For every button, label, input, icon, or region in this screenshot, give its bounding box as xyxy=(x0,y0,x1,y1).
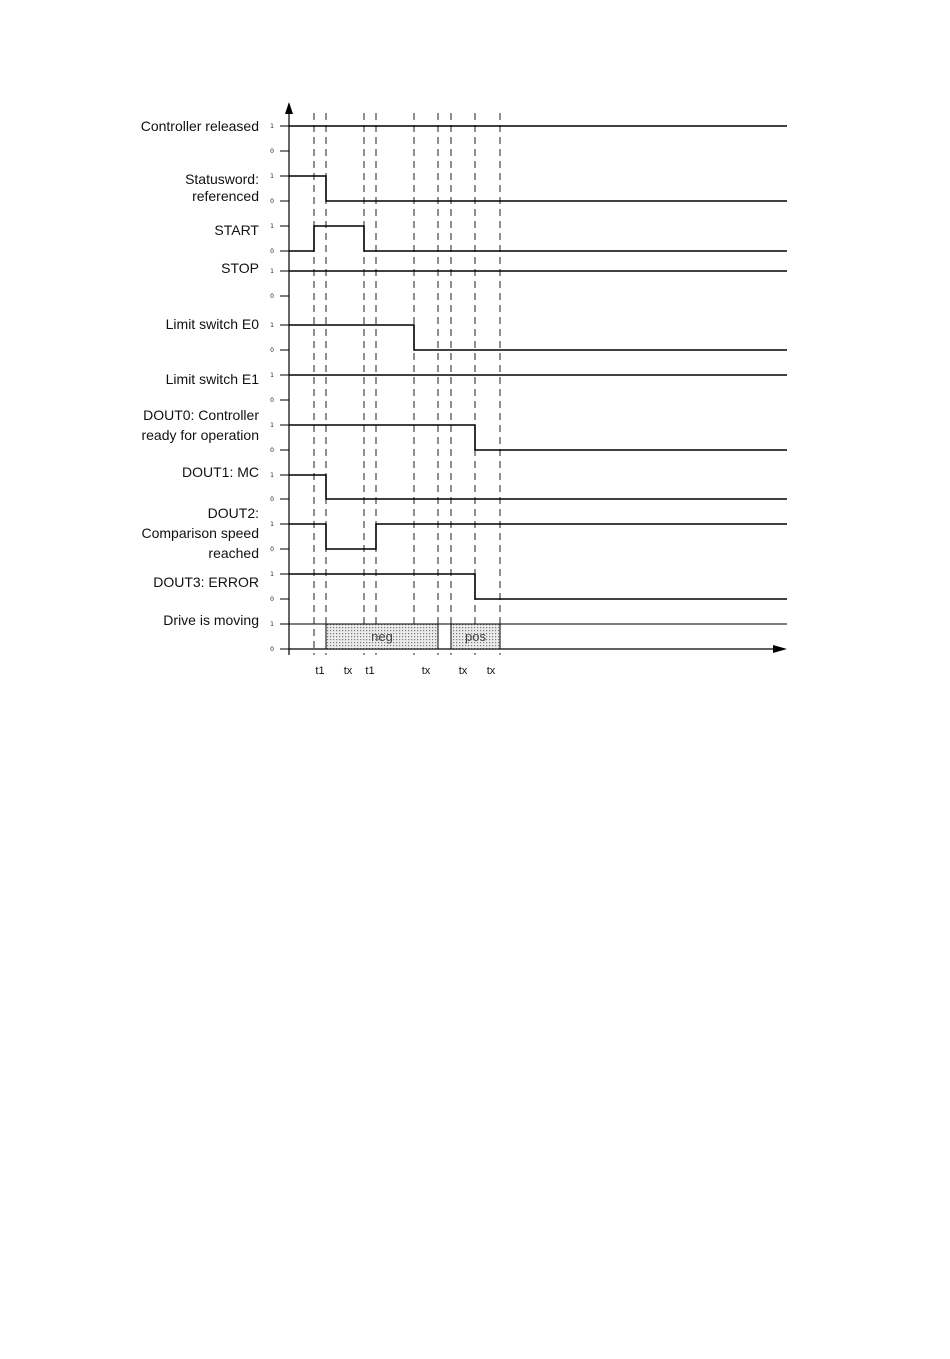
signal-start xyxy=(214,222,787,255)
signal-label: Statusword: xyxy=(185,171,259,187)
level-label: 1 xyxy=(270,422,274,429)
signal-label: DOUT1: MC xyxy=(182,464,259,480)
signal-traces xyxy=(141,118,787,653)
signal-label: DOUT3: ERROR xyxy=(153,574,259,590)
level-label: 0 xyxy=(270,447,274,454)
signal-label: referenced xyxy=(192,188,259,204)
time-label: tx xyxy=(343,665,353,677)
signal-dout2 xyxy=(141,505,787,561)
time-label: tx xyxy=(458,665,468,677)
signal-label: Controller released xyxy=(140,118,259,134)
level-label: 0 xyxy=(270,198,274,205)
level-label: 0 xyxy=(270,148,274,155)
signal-label: Limit switch E1 xyxy=(165,371,259,387)
time-label: tx xyxy=(486,665,496,677)
level-label: 1 xyxy=(270,322,274,329)
signal-dout0 xyxy=(141,407,787,454)
level-label: 1 xyxy=(270,571,274,578)
signal-limit-switch-e0 xyxy=(166,316,787,354)
signal-label: Drive is moving xyxy=(163,612,259,628)
signal-label: START xyxy=(214,222,259,238)
time-label: tx xyxy=(421,665,431,677)
level-label: 0 xyxy=(270,646,274,653)
signal-label: ready for operation xyxy=(141,427,259,443)
level-label: 0 xyxy=(270,397,274,404)
axes xyxy=(285,102,787,655)
band-label: neg xyxy=(371,629,393,644)
level-label: 0 xyxy=(270,546,274,553)
level-label: 1 xyxy=(270,123,274,130)
waveform xyxy=(289,226,787,251)
level-label: 1 xyxy=(270,472,274,479)
signal-limit-switch-e1 xyxy=(166,371,787,404)
signal-dout3 xyxy=(153,571,787,603)
level-label: 1 xyxy=(270,621,274,628)
time-label: t1 xyxy=(315,665,325,677)
signal-dout1 xyxy=(182,464,787,503)
signal-label: Limit switch E0 xyxy=(165,316,259,332)
band-label: pos xyxy=(465,629,486,644)
level-label: 1 xyxy=(270,173,274,180)
axis-arrow-up-icon xyxy=(285,102,293,114)
time-labels xyxy=(315,665,495,677)
level-label: 0 xyxy=(270,496,274,503)
level-label: 1 xyxy=(270,521,274,528)
signal-label: DOUT0: Controller xyxy=(143,407,259,423)
axis-arrow-right-icon xyxy=(773,645,787,653)
signal-statusword-referenced xyxy=(185,171,787,205)
level-label: 0 xyxy=(270,293,274,300)
level-label: 0 xyxy=(270,248,274,255)
signal-stop xyxy=(221,260,787,300)
signal-label: Comparison speed xyxy=(141,525,259,541)
level-label: 1 xyxy=(270,268,274,275)
signal-label: reached xyxy=(208,545,259,561)
time-label: t1 xyxy=(365,665,375,677)
level-label: 1 xyxy=(270,223,274,230)
level-label: 0 xyxy=(270,347,274,354)
level-label: 1 xyxy=(270,372,274,379)
signal-label: DOUT2: xyxy=(207,505,259,521)
level-label: 0 xyxy=(270,596,274,603)
signal-controller-released xyxy=(141,118,787,155)
signal-label: STOP xyxy=(221,260,259,276)
